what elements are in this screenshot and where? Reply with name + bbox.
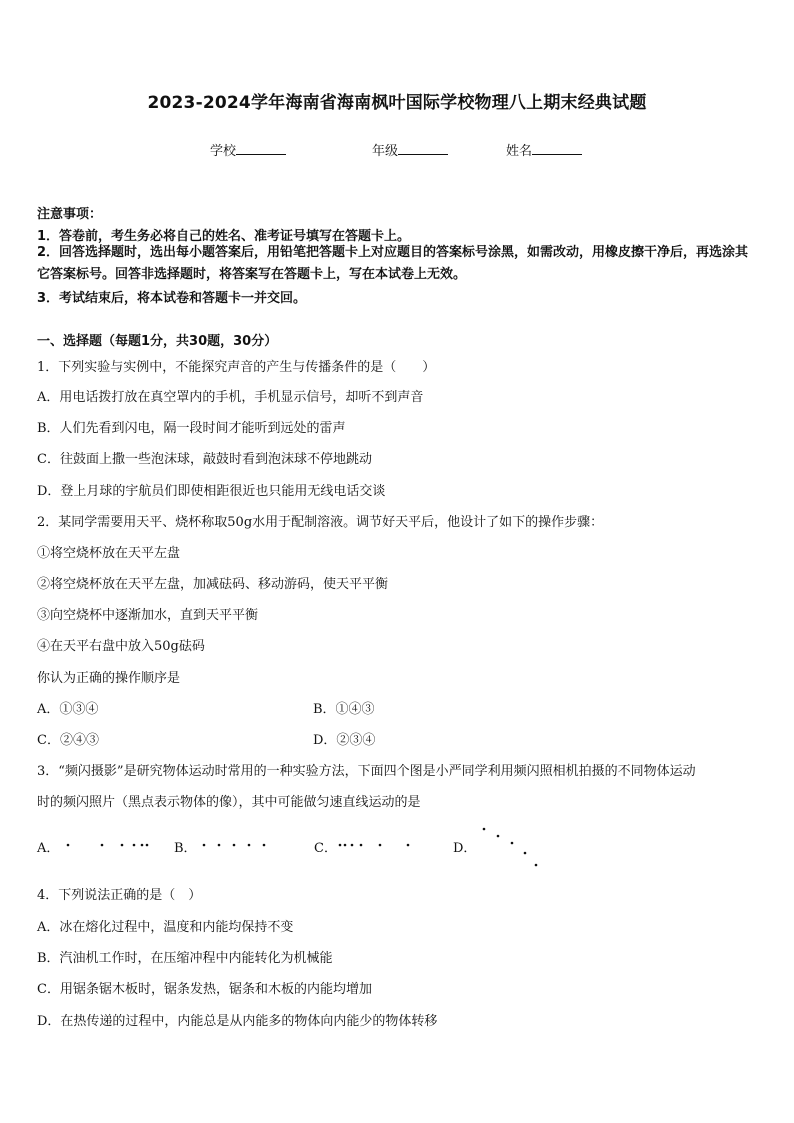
q2-option-d: D．②③④ bbox=[313, 733, 376, 748]
school-field bbox=[210, 140, 286, 159]
q3-option-b-label: B． bbox=[174, 841, 197, 856]
dot bbox=[344, 844, 347, 847]
dot bbox=[121, 844, 124, 847]
dot bbox=[146, 844, 149, 847]
q2-option-c: C．②④③ bbox=[37, 733, 99, 748]
q4-option-d: D．在热传递的过程中，内能总是从内能多的物体向内能少的物体转移 bbox=[37, 1014, 438, 1029]
dot bbox=[101, 844, 104, 847]
q3-stem-line-1: 3．“频闪摄影”是研究物体运动时常用的一种实验方法，下面四个图是小严同学利用频闪照相机拍摄的不同物体运动 bbox=[37, 764, 696, 779]
dot bbox=[351, 844, 354, 847]
dot bbox=[524, 852, 527, 855]
q3-option-d-label: D． bbox=[453, 841, 477, 856]
q2-step-3: ③向空烧杯中逐渐加水，直到天平平衡 bbox=[37, 608, 259, 623]
q2-stem: 2．某同学需要用天平、烧杯称取50g水用于配制溶液。调节好天平后，他设计了如下的操作步骤： bbox=[37, 515, 604, 530]
dot bbox=[218, 844, 221, 847]
dot bbox=[67, 844, 70, 847]
q2-ask: 你认为正确的操作顺序是 bbox=[37, 671, 181, 686]
q3-option-c-label: C． bbox=[314, 841, 337, 856]
dot bbox=[263, 844, 266, 847]
grade-label: 年级 bbox=[372, 144, 399, 159]
dot bbox=[203, 844, 206, 847]
q1-option-a: A．用电话拨打放在真空罩内的手机，手机显示信号，却听不到声音 bbox=[37, 390, 424, 405]
q3-option-a-label: A． bbox=[37, 841, 60, 856]
name-label: 姓名 bbox=[506, 144, 533, 159]
q2-step-1: ①将空烧杯放在天平左盘 bbox=[37, 546, 181, 561]
dot bbox=[497, 835, 500, 838]
q2-option-a: A．①③④ bbox=[37, 702, 99, 717]
school-blank bbox=[236, 142, 286, 155]
dot bbox=[233, 844, 236, 847]
dot bbox=[483, 828, 486, 831]
dot bbox=[360, 844, 363, 847]
section-heading: 一、选择题（每题1分，共30题，30分） bbox=[37, 334, 278, 349]
dot bbox=[248, 844, 251, 847]
notice-item-1: 1．答卷前，考生务必将自己的姓名、准考证号填写在答题卡上。 bbox=[37, 229, 411, 244]
q3-option-a-figure bbox=[60, 835, 155, 855]
dot bbox=[407, 844, 410, 847]
name-blank bbox=[532, 142, 582, 155]
dot bbox=[133, 844, 136, 847]
q3-option-d-figure bbox=[478, 822, 548, 872]
dot bbox=[535, 864, 538, 867]
name-field bbox=[506, 140, 582, 159]
q3-option-b-figure bbox=[196, 835, 286, 855]
q1-option-c: C．往鼓面上撒一些泡沫球，敲鼓时看到泡沫球不停地跳动 bbox=[37, 452, 372, 467]
grade-blank bbox=[398, 142, 448, 155]
q4-option-b: B．汽油机工作时，在压缩冲程中内能转化为机械能 bbox=[37, 951, 333, 966]
q1-option-b: B．人们先看到闪电，隔一段时间才能听到远处的雷声 bbox=[37, 421, 346, 436]
q4-stem: 4．下列说法正确的是（ ） bbox=[37, 888, 202, 903]
q2-step-2: ②将空烧杯放在天平左盘，加减砝码、移动游码，使天平平衡 bbox=[37, 577, 389, 592]
notice-heading: 注意事项： bbox=[37, 207, 103, 222]
dot bbox=[339, 844, 342, 847]
q1-stem: 1．下列实验与实例中，不能探究声音的产生与传播条件的是（ ） bbox=[37, 360, 436, 375]
q2-option-b: B．①④③ bbox=[313, 702, 375, 717]
school-label: 学校 bbox=[210, 144, 237, 159]
q4-option-c: C．用锯条锯木板时，锯条发热，锯条和木板的内能均增加 bbox=[37, 982, 372, 997]
dot bbox=[141, 844, 144, 847]
grade-field bbox=[372, 140, 448, 159]
dot bbox=[379, 844, 382, 847]
q3-option-c-figure bbox=[334, 835, 424, 855]
dot bbox=[511, 842, 514, 845]
notice-item-3: 3．考试结束后，将本试卷和答题卡一并交回。 bbox=[37, 291, 307, 306]
q4-option-a: A．冰在熔化过程中，温度和内能均保持不变 bbox=[37, 920, 294, 935]
q3-stem-line-2: 时的频闪照片（黑点表示物体的像），其中可能做匀速直线运动的是 bbox=[37, 795, 421, 810]
q2-step-4: ④在天平右盘中放入50g砝码 bbox=[37, 639, 205, 654]
page-title: 2023-2024学年海南省海南枫叶国际学校物理八上期末经典试题 bbox=[147, 93, 647, 113]
notice-item-2: 2．回答选择题时，选出每小题答案后，用铅笔把答题卡上对应题目的答案标号涂黑，如需改动，用橡皮擦干净后，再选涂其它答案标号。回答非选择题时，将答案写在答题卡上，写在本试卷上无效。 bbox=[37, 245, 749, 282]
q1-option-d: D．登上月球的宇航员们即使相距很近也只能用无线电话交谈 bbox=[37, 484, 386, 499]
